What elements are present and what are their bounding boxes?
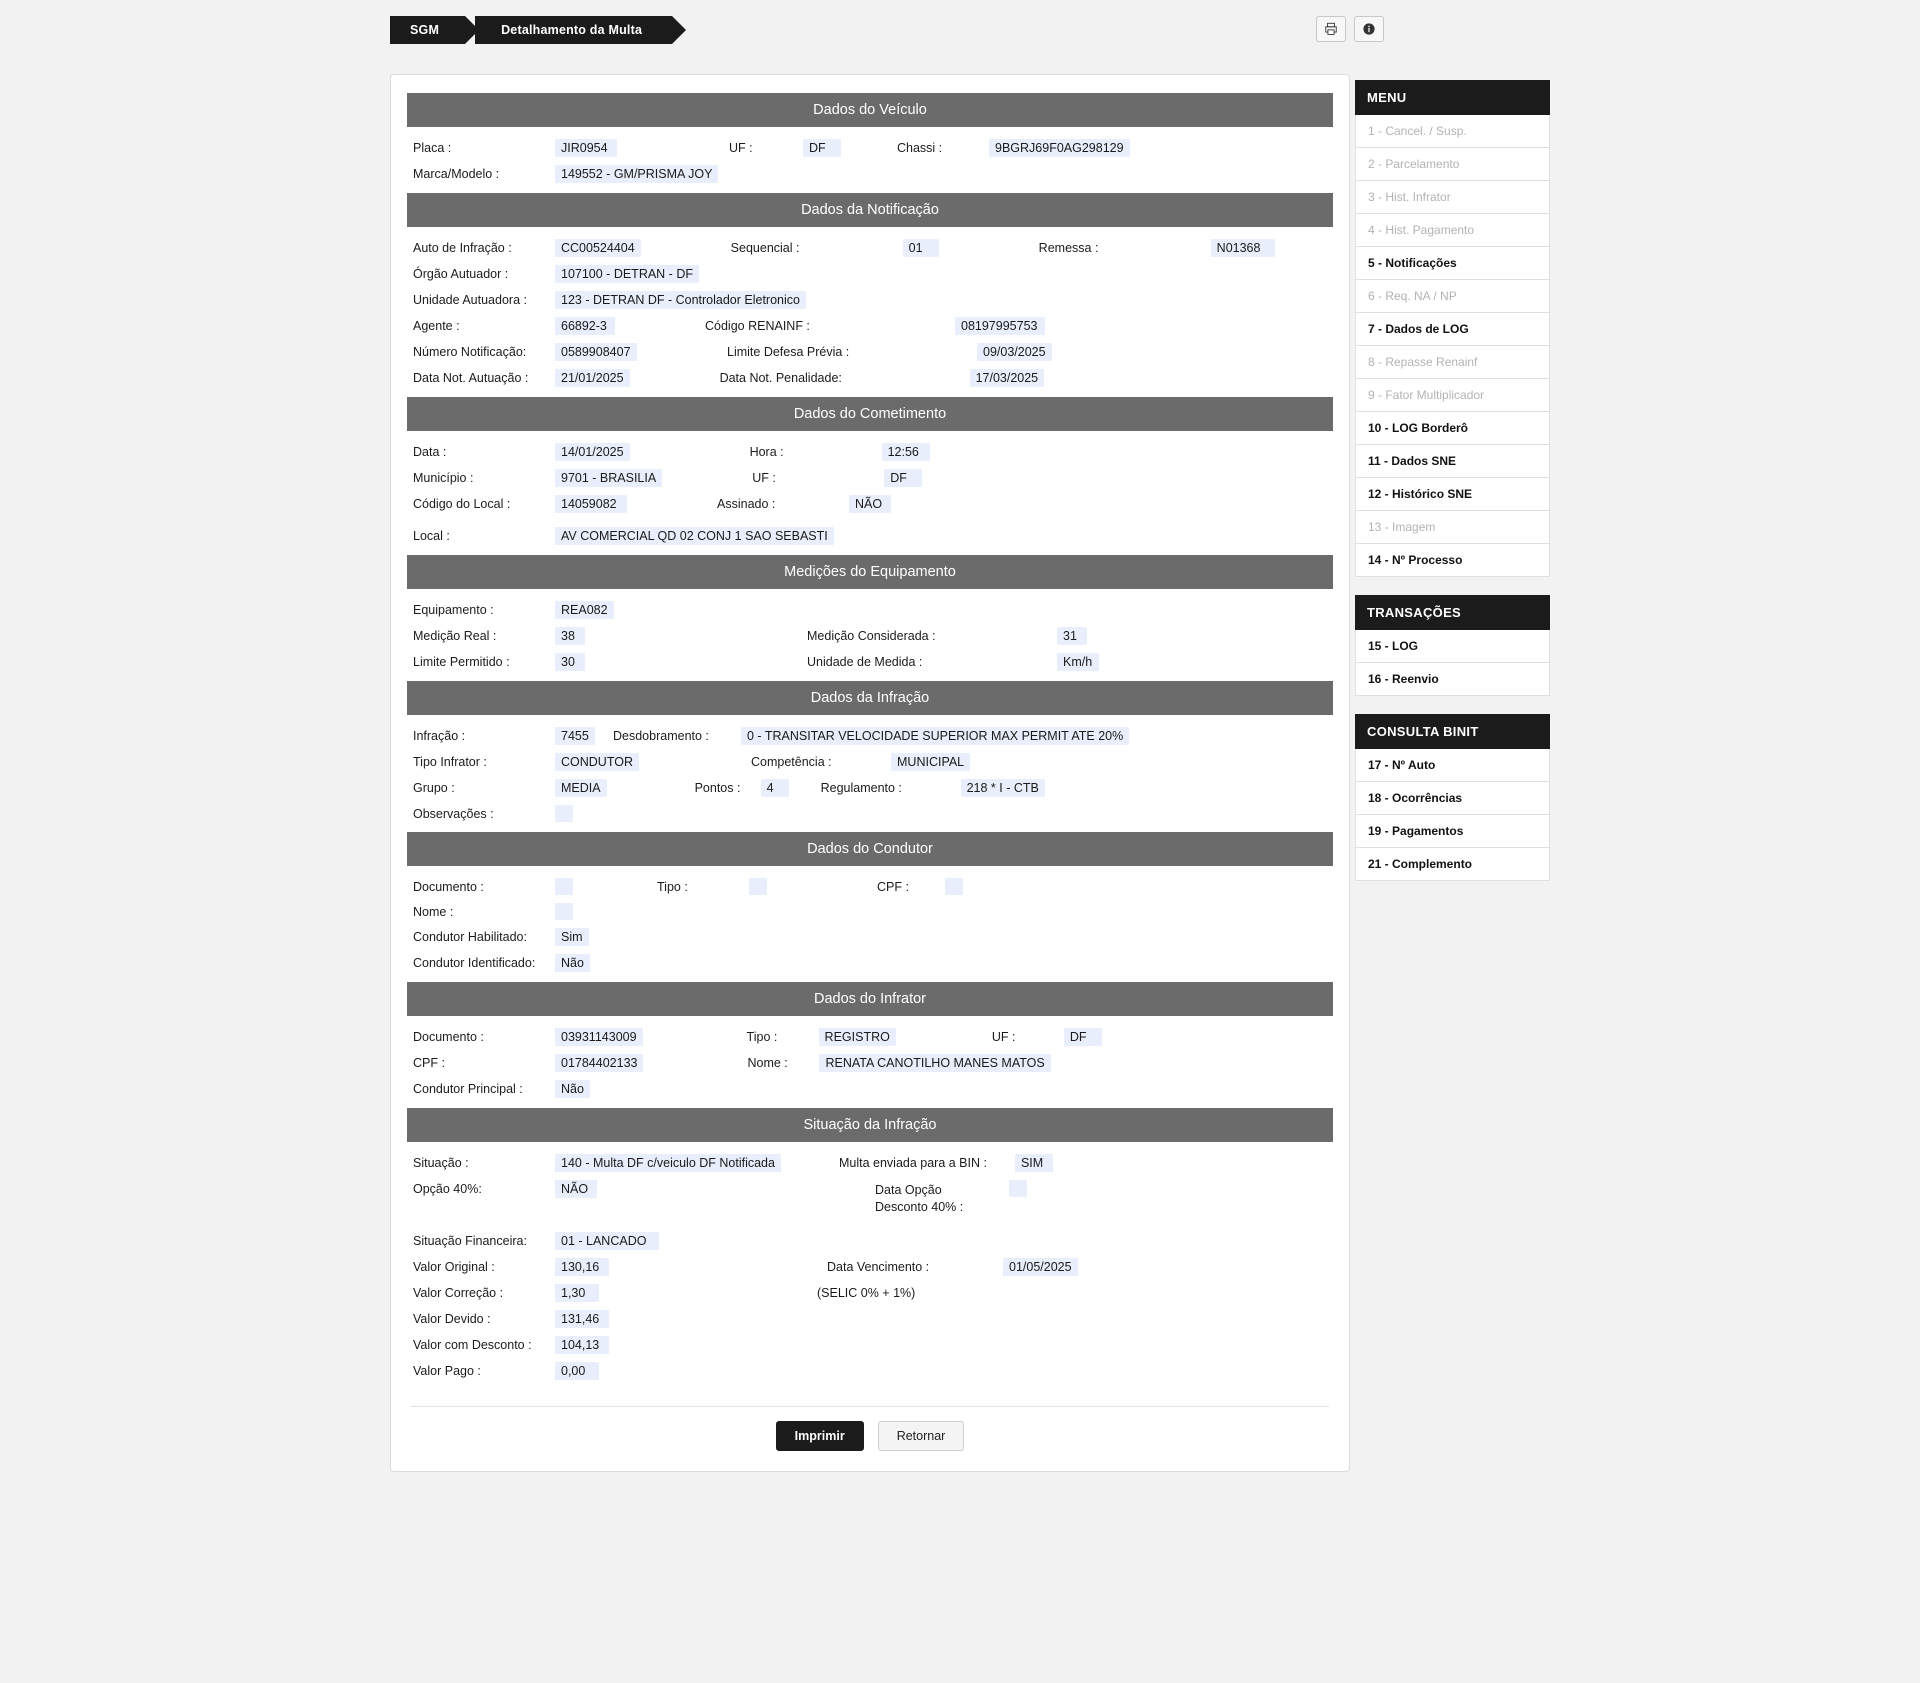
sidebar-menu-title: MENU <box>1355 80 1550 115</box>
value-valor-devido: 131,46 <box>555 1310 609 1328</box>
label-infrator-uf: UF : <box>991 1030 1016 1044</box>
row-unidade <box>407 291 1333 309</box>
row-grupo <box>407 779 1333 797</box>
row-situacao <box>407 1154 1333 1172</box>
value-condutor-principal: Não <box>555 1080 590 1098</box>
value-unidade-medida: Km/h <box>1057 653 1099 671</box>
value-observacoes <box>555 805 573 822</box>
topbar-actions <box>1316 16 1384 42</box>
detail-card <box>390 74 1350 1472</box>
label-valor-devido: Valor Devido : <box>413 1311 491 1326</box>
label-placa: Placa : <box>413 141 452 155</box>
label-limite-defesa: Limite Defesa Prévia : <box>727 345 850 359</box>
label-equipamento: Equipamento : <box>413 603 494 617</box>
section-title-medicoes: Medições do Equipamento <box>407 555 1333 589</box>
label-medicao-considerada: Medição Considerada : <box>807 629 936 643</box>
value-competencia: MUNICIPAL <box>891 753 970 771</box>
sidebar-item-13[interactable]: 13 - Imagem <box>1355 511 1550 544</box>
value-unidade: 123 - DETRAN DF - Controlador Eletronico <box>555 291 806 309</box>
sidebar-item-2[interactable]: 2 - Parcelamento <box>1355 148 1550 181</box>
label-desdobramento: Desdobramento : <box>613 729 709 743</box>
row-orgao <box>407 265 1333 283</box>
sidebar-item-4[interactable]: 4 - Hist. Pagamento <box>1355 214 1550 247</box>
sidebar-transacoes-title: TRANSAÇÕES <box>1355 595 1550 630</box>
row-equipamento <box>407 601 1333 619</box>
sidebar-group-transacoes <box>1355 595 1550 696</box>
value-orgao: 107100 - DETRAN - DF <box>555 265 699 283</box>
label-agente: Agente : <box>413 319 460 333</box>
label-hora: Hora : <box>749 445 784 459</box>
label-codigo-local: Código do Local : <box>413 497 511 511</box>
breadcrumb <box>390 16 682 44</box>
label-condutor-documento: Documento : <box>413 880 484 894</box>
row-valor-pago <box>407 1362 1333 1380</box>
value-valor-original: 130,16 <box>555 1258 609 1276</box>
value-hora: 12:56 <box>882 443 930 461</box>
value-infrator-tipo: REGISTRO <box>819 1028 896 1046</box>
sidebar <box>1355 80 1550 899</box>
value-valor-desconto: 104,13 <box>555 1336 609 1354</box>
value-remessa: N01368 <box>1211 239 1275 257</box>
footer-divider <box>411 1406 1329 1407</box>
row-marca <box>407 165 1333 183</box>
row-infrator-cpf <box>407 1054 1333 1072</box>
section-title-condutor: Dados do Condutor <box>407 832 1333 866</box>
value-limite-permitido: 30 <box>555 653 585 671</box>
sidebar-item-9[interactable]: 9 - Fator Multiplicador <box>1355 379 1550 412</box>
row-condutor-nome <box>407 903 1333 920</box>
label-infrator-documento: Documento : <box>413 1030 484 1044</box>
value-infrator-nome: RENATA CANOTILHO MANES MATOS <box>819 1054 1050 1072</box>
label-uf: UF : <box>729 141 753 155</box>
breadcrumb-page[interactable]: Detalhamento da Multa <box>475 16 672 44</box>
label-data-vencimento: Data Vencimento : <box>827 1259 930 1274</box>
value-data: 14/01/2025 <box>555 443 630 461</box>
value-condutor-identificado: Não <box>555 954 590 972</box>
label-auto-infracao: Auto de Infração : <box>413 241 512 255</box>
sidebar-group-menu <box>1355 80 1550 577</box>
label-medicao-real: Medição Real : <box>413 629 497 643</box>
label-condutor-identificado: Condutor Identificado: <box>413 956 536 970</box>
label-condutor-cpf: CPF : <box>877 880 909 894</box>
value-pontos: 4 <box>761 779 789 797</box>
label-competencia: Competência : <box>751 755 832 769</box>
label-infrator-tipo: Tipo : <box>746 1030 778 1044</box>
value-infracao: 7455 <box>555 727 595 745</box>
row-situacao-financeira <box>407 1232 1333 1250</box>
label-regulamento: Regulamento : <box>820 781 902 795</box>
label-bin: Multa enviada para a BIN : <box>838 1156 987 1170</box>
sidebar-item-8[interactable]: 8 - Repasse Renainf <box>1355 346 1550 379</box>
label-data-opcao-desconto: Data Opção Desconto 40% : <box>875 1183 964 1214</box>
value-condutor-habilitado: Sim <box>555 928 589 946</box>
label-observacoes: Observações : <box>413 807 494 821</box>
label-opcao40: Opção 40%: <box>413 1182 482 1196</box>
label-data: Data : <box>413 445 447 459</box>
sidebar-item-12[interactable]: 12 - Histórico SNE <box>1355 478 1550 511</box>
sidebar-item-10[interactable]: 10 - LOG Borderô <box>1355 412 1550 445</box>
row-valor-devido <box>407 1310 1333 1328</box>
label-situacao-financeira: Situação Financeira: <box>413 1233 527 1248</box>
print-icon[interactable] <box>1316 16 1346 42</box>
row-placa <box>407 139 1333 157</box>
value-condutor-documento <box>555 878 573 895</box>
label-chassi: Chassi : <box>897 141 943 155</box>
label-condutor-principal: Condutor Principal : <box>413 1082 523 1096</box>
section-title-infrator: Dados do Infrator <box>407 982 1333 1016</box>
sidebar-item-1[interactable]: 1 - Cancel. / Susp. <box>1355 115 1550 148</box>
label-infrator-nome: Nome : <box>747 1056 788 1070</box>
value-data-vencimento: 01/05/2025 <box>1003 1258 1078 1276</box>
value-assinado: NÃO <box>849 495 891 513</box>
value-valor-pago: 0,00 <box>555 1362 599 1380</box>
label-unidade: Unidade Autuadora : <box>413 293 527 307</box>
row-condutor-documento <box>407 878 1333 895</box>
info-icon[interactable] <box>1354 16 1384 42</box>
value-data-opcao-desconto <box>1009 1180 1027 1197</box>
sidebar-item-21[interactable]: 21 - Complemento <box>1355 848 1550 881</box>
section-title-cometimento: Dados do Cometimento <box>407 397 1333 431</box>
value-municipio: 9701 - BRASILIA <box>555 469 662 487</box>
row-auto <box>407 239 1333 257</box>
value-local: AV COMERCIAL QD 02 CONJ 1 SAO SEBASTI <box>555 527 834 545</box>
row-condutor-identificado <box>407 954 1333 972</box>
row-local <box>407 527 1333 545</box>
row-municipio <box>407 469 1333 487</box>
row-agente <box>407 317 1333 335</box>
label-infracao: Infração : <box>413 729 466 743</box>
value-tipo-infrator: CONDUTOR <box>555 753 639 771</box>
label-orgao: Órgão Autuador : <box>413 267 509 281</box>
row-condutor-habilitado <box>407 928 1333 946</box>
sidebar-group-binit <box>1355 714 1550 881</box>
value-equipamento: REA082 <box>555 601 614 619</box>
label-uf-cometimento: UF : <box>752 471 776 485</box>
value-opcao40: NÃO <box>555 1180 597 1198</box>
value-condutor-tipo <box>749 878 767 895</box>
row-data-autuacao <box>407 369 1333 387</box>
sidebar-item-18[interactable]: 18 - Ocorrências <box>1355 782 1550 815</box>
value-data-penalidade: 17/03/2025 <box>970 369 1045 387</box>
value-medicao-real: 38 <box>555 627 585 645</box>
value-grupo: MEDIA <box>555 779 607 797</box>
label-infrator-cpf: CPF : <box>413 1056 445 1070</box>
value-bin: SIM <box>1015 1154 1053 1172</box>
value-renainf: 08197995753 <box>955 317 1045 335</box>
label-assinado: Assinado : <box>717 497 776 511</box>
label-valor-correcao: Valor Correção : <box>413 1285 504 1300</box>
value-infrator-uf: DF <box>1064 1028 1102 1046</box>
value-codigo-local: 14059082 <box>555 495 627 513</box>
label-condutor-habilitado: Condutor Habilitado: <box>413 930 527 944</box>
label-valor-desconto: Valor com Desconto : <box>413 1337 532 1352</box>
label-valor-pago: Valor Pago : <box>413 1363 481 1378</box>
footer-buttons <box>407 1421 1333 1451</box>
label-unidade-medida: Unidade de Medida : <box>807 655 923 669</box>
row-infrator-documento <box>407 1028 1333 1046</box>
sidebar-item-19[interactable]: 19 - Pagamentos <box>1355 815 1550 848</box>
value-uf-cometimento: DF <box>884 469 922 487</box>
label-marca: Marca/Modelo : <box>413 167 500 181</box>
label-valor-original: Valor Original : <box>413 1259 495 1274</box>
label-sequencial: Sequencial : <box>730 241 800 255</box>
row-valor-correcao <box>407 1284 1333 1302</box>
row-observacoes <box>407 805 1333 822</box>
row-medicao-real <box>407 627 1333 645</box>
row-valor-original <box>407 1258 1333 1276</box>
sidebar-item-6[interactable]: 6 - Req. NA / NP <box>1355 280 1550 313</box>
row-infracao <box>407 727 1333 745</box>
label-remessa: Remessa : <box>1038 241 1099 255</box>
row-data-cometimento <box>407 443 1333 461</box>
value-uf: DF <box>803 139 841 157</box>
label-condutor-tipo: Tipo : <box>657 880 688 894</box>
value-infrator-cpf: 01784402133 <box>555 1054 643 1072</box>
label-selic: (SELIC 0% + 1%) <box>817 1285 916 1300</box>
section-title-veiculo: Dados do Veículo <box>407 93 1333 127</box>
label-tipo-infrator: Tipo Infrator : <box>413 755 487 769</box>
label-num-notificacao: Número Notificação: <box>413 345 527 359</box>
value-infrator-documento: 03931143009 <box>555 1028 643 1046</box>
sidebar-binit-title: CONSULTA BINIT <box>1355 714 1550 749</box>
row-num-notificacao <box>407 343 1333 361</box>
value-desdobramento: 0 - TRANSITAR VELOCIDADE SUPERIOR MAX PERMIT ATE 20% <box>741 727 1129 745</box>
value-regulamento: 218 * I - CTB <box>961 779 1045 797</box>
value-medicao-considerada: 31 <box>1057 627 1087 645</box>
breadcrumb-system[interactable]: SGM <box>390 16 465 44</box>
print-button[interactable]: Imprimir <box>776 1421 864 1451</box>
sidebar-item-5[interactable]: 5 - Notificações <box>1355 247 1550 280</box>
value-data-autuacao: 21/01/2025 <box>555 369 630 387</box>
sidebar-item-15[interactable]: 15 - LOG <box>1355 630 1550 663</box>
value-num-notificacao: 0589908407 <box>555 343 637 361</box>
row-valor-desconto <box>407 1336 1333 1354</box>
value-valor-correcao: 1,30 <box>555 1284 599 1302</box>
sidebar-item-7[interactable]: 7 - Dados de LOG <box>1355 313 1550 346</box>
value-condutor-cpf <box>945 878 963 895</box>
label-grupo: Grupo : <box>413 781 455 795</box>
value-limite-defesa: 09/03/2025 <box>977 343 1052 361</box>
label-data-autuacao: Data Not. Autuação : <box>413 371 529 385</box>
value-sequencial: 01 <box>903 239 939 257</box>
label-local: Local : <box>413 529 450 543</box>
value-situacao: 140 - Multa DF c/veiculo DF Notificada <box>555 1154 781 1172</box>
row-limite-permitido <box>407 653 1333 671</box>
row-codigo-local <box>407 495 1333 513</box>
value-situacao-financeira: 01 - LANCADO <box>555 1232 659 1250</box>
sidebar-item-11[interactable]: 11 - Dados SNE <box>1355 445 1550 478</box>
label-renainf: Código RENAINF : <box>705 319 810 333</box>
section-title-situacao: Situação da Infração <box>407 1108 1333 1142</box>
label-municipio: Município : <box>413 471 474 485</box>
section-title-infracao: Dados da Infração <box>407 681 1333 715</box>
value-agente: 66892-3 <box>555 317 615 335</box>
value-placa: JIR0954 <box>555 139 617 157</box>
value-auto-infracao: CC00524404 <box>555 239 641 257</box>
sidebar-item-16[interactable]: 16 - Reenvio <box>1355 663 1550 696</box>
label-pontos: Pontos : <box>694 781 741 795</box>
sidebar-item-14[interactable]: 14 - Nº Processo <box>1355 544 1550 577</box>
row-tipo-infrator <box>407 753 1333 771</box>
row-condutor-principal <box>407 1080 1333 1098</box>
label-condutor-nome: Nome : <box>413 905 454 919</box>
label-limite-permitido: Limite Permitido : <box>413 655 510 669</box>
sidebar-item-17[interactable]: 17 - Nº Auto <box>1355 749 1550 782</box>
label-data-penalidade: Data Not. Penalidade: <box>719 371 842 385</box>
value-marca: 149552 - GM/PRISMA JOY <box>555 165 718 183</box>
label-situacao: Situação : <box>413 1156 469 1170</box>
row-opcao40 <box>407 1180 1333 1216</box>
section-title-notificacao: Dados da Notificação <box>407 193 1333 227</box>
sidebar-item-3[interactable]: 3 - Hist. Infrator <box>1355 181 1550 214</box>
back-button[interactable]: Retornar <box>878 1421 965 1451</box>
value-condutor-nome <box>555 903 573 920</box>
value-chassi: 9BGRJ69F0AG298129 <box>989 139 1130 157</box>
